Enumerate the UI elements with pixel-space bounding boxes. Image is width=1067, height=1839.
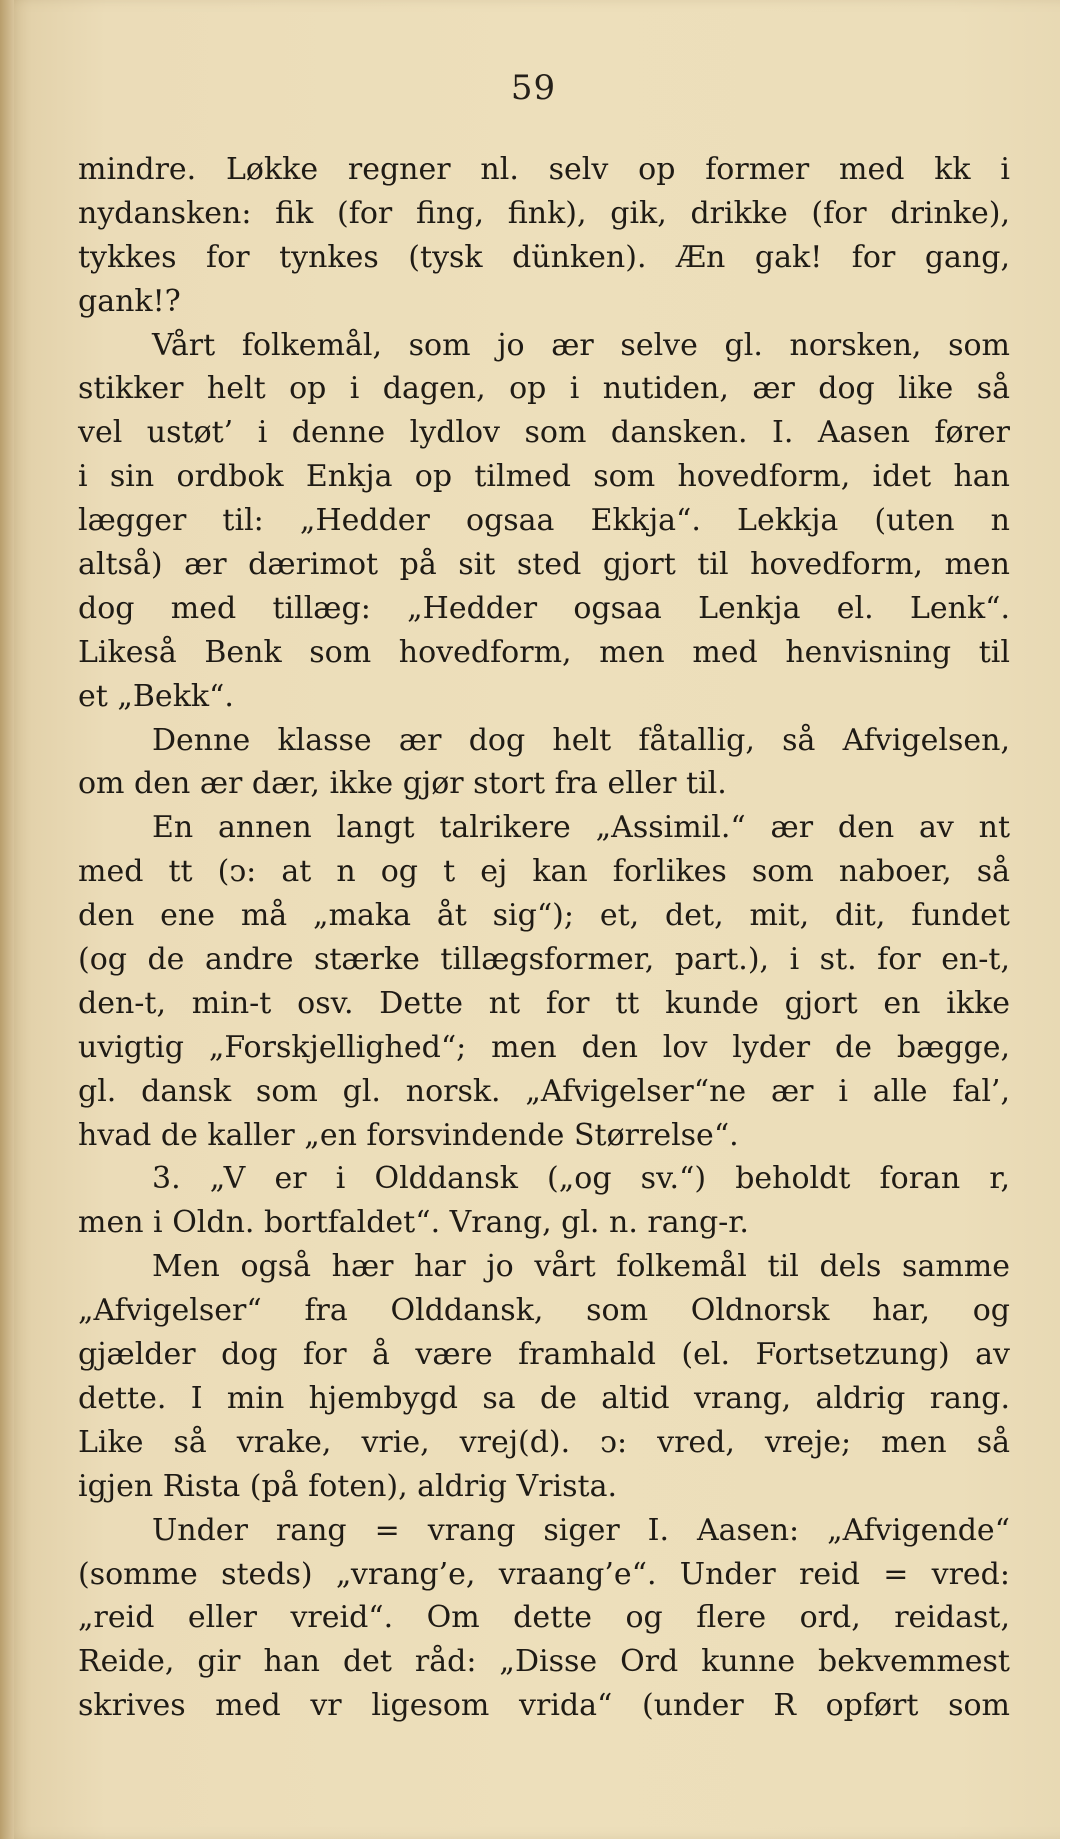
text-line: stikker helt op i dagen, op i nutiden, ær dog like så xyxy=(78,371,1010,407)
text-line: (og de andre stærke tillægsformer, part.), i st. for en-t, xyxy=(78,942,1010,978)
page-binding-edge xyxy=(0,0,14,1839)
text-line: „reid eller vreid“. Om dette og flere ord, reidast, xyxy=(78,1600,1010,1636)
text-line: En annen langt talrikere „Assimil.“ ær den av nt xyxy=(152,810,1010,846)
text-line: Men også hær har jo vårt folkemål til dels samme xyxy=(152,1249,1010,1285)
text-line: i sin ordbok Enkja op tilmed som hovedform, idet han xyxy=(78,459,1010,495)
body-text xyxy=(78,148,1010,1728)
text-line: Like så vrake, vrie, vrej(d). ↄ: vred, vreje; men så xyxy=(78,1424,1010,1460)
text-line: hvad de kaller „en forsvindende Størrelse“. xyxy=(78,1117,739,1153)
text-line: dog med tillæg: „Hedder ogsaa Lenkja el. Lenk“. xyxy=(78,590,1010,626)
text-line: den-t, min-t osv. Dette nt for tt kunde gjort en ikke xyxy=(78,985,1010,1021)
text-line: den ene må „maka åt sig“); et, det, mit, dit, fundet xyxy=(78,898,1010,934)
text-line: altså) ær dærimot på sit sted gjort til hovedform, men xyxy=(78,547,1010,583)
text-line: lægger til: „Hedder ogsaa Ekkja“. Lekkja (uten n xyxy=(78,503,1010,539)
text-line: nydansken: fik (for fing, fink), gik, drikke (for drinke), xyxy=(78,195,1010,231)
text-line: gjælder dog for å være framhald (el. Fortsetzung) av xyxy=(78,1337,1010,1373)
text-line: vel ustøt’ i denne lydlov som dansken. I. Aasen fører xyxy=(78,415,1010,451)
text-line: uvigtig „Forskjellighed“; men den lov lyder de bægge, xyxy=(78,1029,1010,1065)
text-line: med tt (ↄ: at n og t ej kan forlikes som naboer, så xyxy=(78,854,1010,890)
text-line: Denne klasse ær dog helt fåtallig, så Afvigelsen, xyxy=(152,722,1010,758)
text-line: et „Bekk“. xyxy=(78,678,234,714)
text-line: skrives med vr ligesom vrida“ (under R opført som xyxy=(78,1688,1010,1724)
text-line: (somme steds) „vrang’e, vraang’e“. Under reid = vred: xyxy=(78,1556,1010,1592)
text-line: igjen Rista (på foten), aldrig Vrista. xyxy=(78,1468,618,1504)
text-line: Under rang = vrang siger I. Aasen: „Afvigende“ xyxy=(152,1512,1010,1548)
text-line: dette. I min hjembygd sa de altid vrang, aldrig rang. xyxy=(78,1380,1010,1416)
text-line: om den ær dær, ikke gjør stort fra eller til. xyxy=(78,766,727,802)
text-line: „Afvigelser“ fra Olddansk, som Oldnorsk har, og xyxy=(78,1293,1010,1329)
text-line: mindre. Løkke regner nl. selv op former med kk i xyxy=(78,152,1010,187)
text-line: gl. dansk som gl. norsk. „Afvigelser“ne ær i alle fal’, xyxy=(78,1073,1010,1109)
text-line: Likeså Benk som hovedform, men med henvisning til xyxy=(78,634,1010,670)
text-line: Reide, gir han det råd: „Disse Ord kunne bekvemmest xyxy=(78,1644,1010,1680)
text-line: Vårt folkemål, som jo ær selve gl. norsken, som xyxy=(152,327,1010,363)
text-line: men i Oldn. bortfaldet“. Vrang, gl. n. rang-r. xyxy=(78,1205,749,1241)
text-line: gank!? xyxy=(78,283,181,319)
text-line: tykkes for tynkes (tysk dünken). Æn gak! for gang, xyxy=(78,239,1010,275)
page-number: 59 xyxy=(510,68,557,108)
text-line: 3. „V er i Olddansk („og sv.“) beholdt foran r, xyxy=(152,1161,1010,1197)
